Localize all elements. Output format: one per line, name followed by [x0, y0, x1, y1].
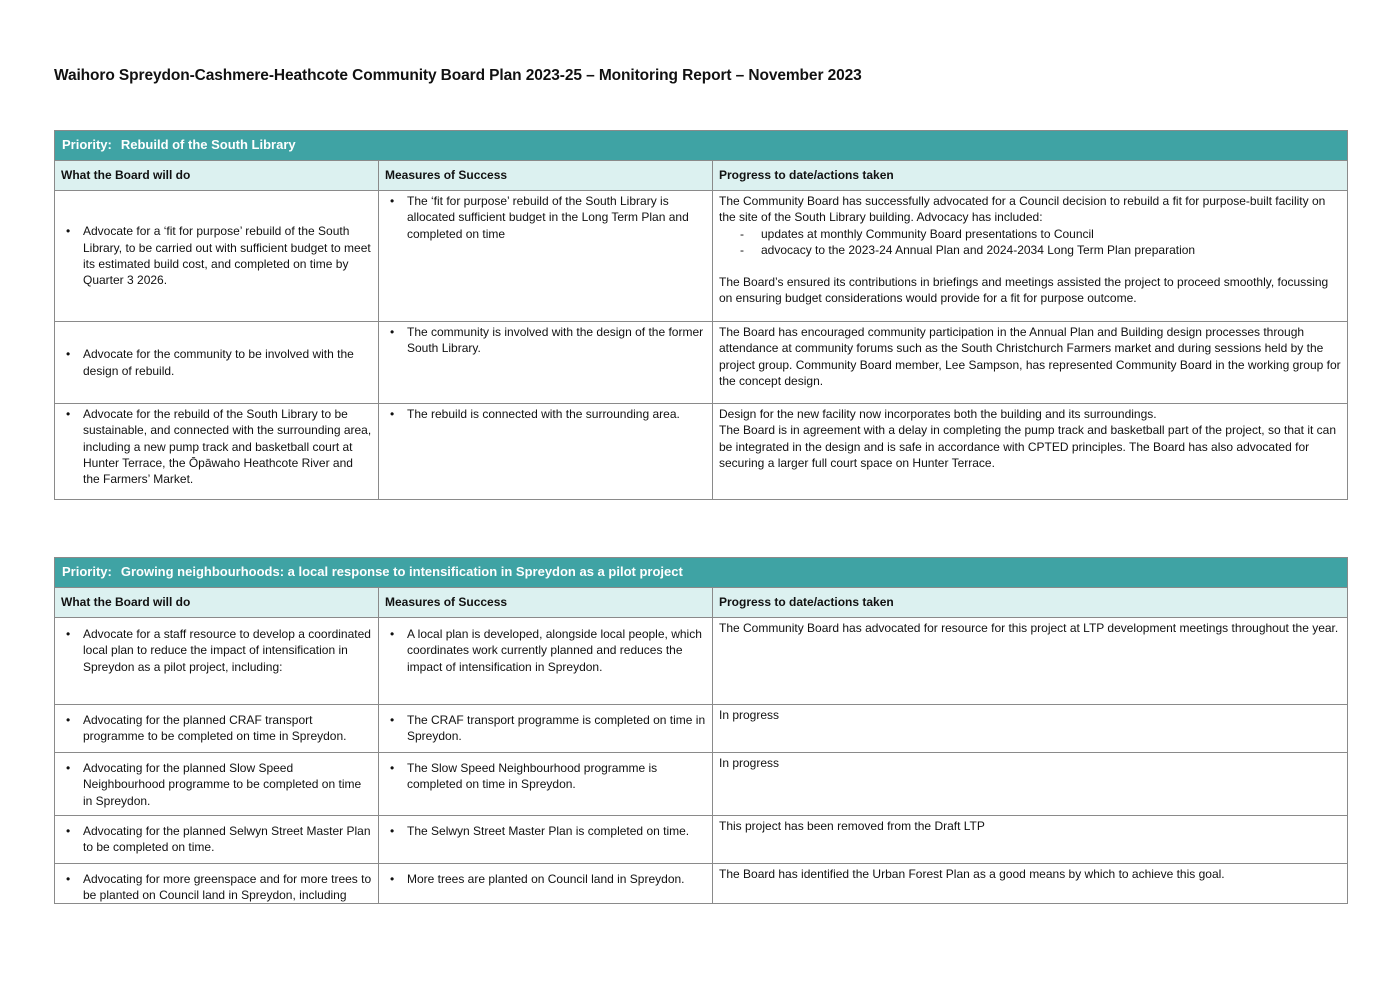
what-cell [55, 618, 379, 705]
column-header-measures: Measures of Success [379, 588, 713, 618]
column-header-what: What the Board will do [55, 161, 379, 191]
measure-item: • More trees are planted on Council land in Spreydon. [385, 871, 706, 887]
what-item: • Advocating for the planned Slow Speed Neighbourhood programme to be completed on time in Spreydon. [61, 760, 372, 809]
measure-item: • The Selwyn Street Master Plan is completed on time. [385, 823, 706, 839]
measure-cell [379, 618, 713, 705]
progress-text: The Community Board has successfully advocated for a Council decision to rebuild a fit for purpose-built facility on the site of the South Library building. Advocacy has included: [719, 194, 1326, 225]
measure-cell [379, 816, 713, 864]
table-row [55, 404, 1348, 500]
progress-text: This project has been removed from the Draft LTP [719, 819, 985, 833]
measure-cell [379, 322, 713, 404]
measure-item: • The ‘fit for purpose’ rebuild of the South Library is allocated sufficient budget in the Long Term Plan and completed on time [385, 193, 706, 242]
measure-item: • The community is involved with the design of the former South Library. [385, 324, 706, 357]
what-cell [55, 705, 379, 753]
what-item: • Advocate for the rebuild of the South Library to be sustainable, and connected with the surrounding area, including a new pump track and basketball court at Hunter Terrace, the Ōpāwaho Heathcote River and the Farmers’ Market. [61, 406, 372, 487]
progress-text: In progress [719, 756, 780, 770]
table-row [55, 753, 1348, 816]
page-title: Waihoro Spreydon-Cashmere-Heathcote Community Board Plan 2023-25 – Monitoring Report – November 2023 [54, 67, 862, 84]
what-cell [55, 191, 379, 322]
what-item: • Advocating for the planned CRAF transport programme to be completed on time in Spreydon. [61, 712, 372, 745]
what-cell [55, 816, 379, 864]
column-header-progress: Progress to date/actions taken [713, 161, 1348, 191]
what-cell [55, 864, 379, 904]
column-header-row [55, 161, 1348, 191]
progress-list-item: - advocacy to the 2023-24 Annual Plan and 2024-2034 Long Term Plan preparation [719, 242, 1341, 258]
measure-item: • The CRAF transport programme is completed on time in Spreydon. [385, 712, 706, 745]
what-cell [55, 404, 379, 500]
what-cell [55, 753, 379, 816]
progress-cell [713, 753, 1348, 816]
measure-cell [379, 191, 713, 322]
progress-text: In progress [719, 708, 780, 722]
measure-cell [379, 753, 713, 816]
progress-cell [713, 322, 1348, 404]
progress-text: The Board’s ensured its contributions in briefings and meetings assisted the project to proceed smoothly, focussing on ensuring budget considerations would provide for a fit for purpose outcome. [719, 275, 1329, 306]
column-header-what: What the Board will do [55, 588, 379, 618]
progress-text: The Board has identified the Urban Forest Plan as a good means by which to achieve this goal. [719, 867, 1225, 881]
progress-cell [713, 404, 1348, 500]
what-cell [55, 322, 379, 404]
measure-item: • The rebuild is connected with the surrounding area. [385, 406, 706, 422]
progress-text: The Community Board has advocated for resource for this project at LTP development meetings throughout the year. [719, 621, 1339, 635]
priority-label: Priority: [62, 564, 112, 580]
progress-cell [713, 705, 1348, 753]
what-item: • Advocate for a ‘fit for purpose’ rebuild of the South Library, to be carried out with sufficient budget to meet its estimated build cost, and completed on time by Quarter 3 2026. [61, 223, 372, 288]
progress-list-item: - updates at monthly Community Board presentations to Council [719, 226, 1341, 242]
priority-title: Growing neighbourhoods: a local response to intensification in Spreydon as a pilot project [120, 564, 683, 580]
table-row [55, 618, 1348, 705]
what-item: • Advocating for more greenspace and for more trees to be planted on Council land in Spreydon, including [61, 871, 372, 902]
table-row [55, 864, 1348, 904]
progress-cell [713, 618, 1348, 705]
priority-table-growing-neighbourhoods [54, 557, 1348, 904]
what-item: • Advocate for the community to be involved with the design of rebuild. [61, 346, 372, 379]
progress-cell [713, 191, 1348, 322]
what-item: • Advocating for the planned Selwyn Street Master Plan to be completed on time. [61, 823, 372, 856]
table-row [55, 705, 1348, 753]
progress-text: The Board is in agreement with a delay in completing the pump track and basketball part of the project, so that it can be integrated in the design and is safe in accordance with CPTED principles. The Board has also advocated for securing a larger full court space on Hunter Terrace. [719, 423, 1337, 470]
priority-table-south-library [54, 130, 1348, 500]
priority-label: Priority: [62, 137, 112, 153]
measure-cell [379, 404, 713, 500]
column-header-measures: Measures of Success [379, 161, 713, 191]
progress-text: The Board has encouraged community participation in the Annual Plan and Building design processes through attendance at community forums such as the South Christchurch Farmers market and during sessions held by the project group. Community Board member, Lee Sampson, has represented Community Board in the working group for the concept design. [719, 325, 1341, 388]
priority-header [55, 131, 1348, 161]
priority-title: Rebuild of the South Library [120, 137, 296, 153]
progress-cell [713, 816, 1348, 864]
progress-cell [713, 864, 1348, 904]
column-header-progress: Progress to date/actions taken [713, 588, 1348, 618]
measure-cell [379, 705, 713, 753]
what-item: • Advocate for a staff resource to develop a coordinated local plan to reduce the impact of intensification in Spreydon as a pilot project, including: [61, 626, 372, 675]
priority-header [55, 558, 1348, 588]
measure-item: • A local plan is developed, alongside local people, which coordinates work currently planned and reduces the impact of intensification in Spreydon. [385, 626, 706, 675]
progress-text: Design for the new facility now incorporates both the building and its surroundings. [719, 407, 1157, 421]
measure-item: • The Slow Speed Neighbourhood programme is completed on time in Spreydon. [385, 760, 706, 793]
table-row [55, 816, 1348, 864]
table-row [55, 191, 1348, 322]
table-row [55, 322, 1348, 404]
measure-cell [379, 864, 713, 904]
column-header-row [55, 588, 1348, 618]
